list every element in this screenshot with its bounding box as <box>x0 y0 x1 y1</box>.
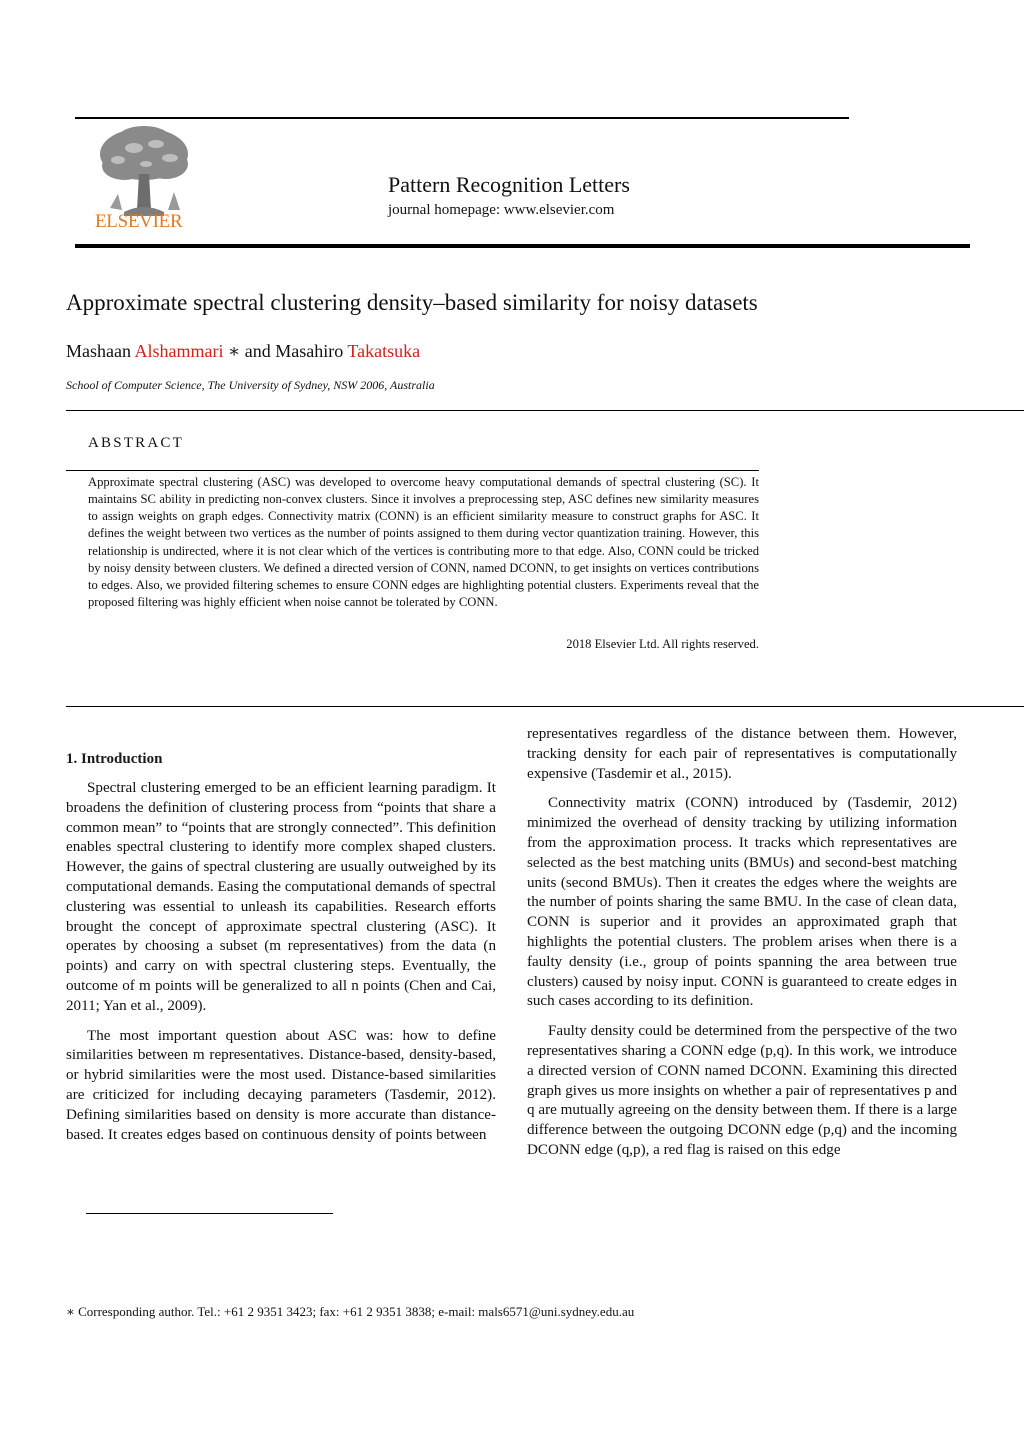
abstract-heading: ABSTRACT <box>88 435 184 451</box>
author-list <box>66 340 420 362</box>
affiliation-rule <box>66 410 1024 411</box>
paragraph: Spectral clustering emerged to be an efficient learning paradigm. It broadens the definition of clustering process from “points that share a common mean” to “points that are strongly connected”. This definition enables spectral clustering to identify more complex shaped clusters. However, the gains of spectral clustering are usually outweighed by its computational demands. Easing the computational demands of spectral clustering was essential to unleash its capabilities. Research efforts brought the concept of approximate spectral clustering (ASC). It operates by choosing a subset (m representatives) from the data (n points) and carry on with spectral clustering steps. Eventually, the outcome of m points will be generalized to all n points (Chen and Cai, 2011; Yan et al., 2009). <box>66 780 496 1014</box>
author1-last-link[interactable]: Alshammari <box>134 341 224 361</box>
abstract-rule <box>66 470 759 471</box>
paragraph: Connectivity matrix (CONN) introduced by (Tasdemir, 2012) minimized the overhead of density tracking by utilizing information from the approximation process. It tracks which representatives are selected as the best matching units (BMUs) and second-best matching units (second BMUs). Then it creates the edges where the weights are the number of points sharing the same BMU. In the case of clean data, CONN is superior and it provides an approximated graph that highlights the potential clusters. The problem arises when there is a faulty density (i.e., group of points spanning the area between true clusters) caused by noisy input. CONN is guaranteed to create edges in such cases according to its definition. <box>527 795 957 1010</box>
author1-first: Mashaan <box>66 341 131 361</box>
footnote-corresponding-author: ∗ Corresponding author. Tel.: +61 2 9351 3423; fax: +61 2 9351 3838; e-mail: mals6571@uni.sydney.edu.au <box>66 1304 635 1319</box>
left-column <box>66 779 496 1145</box>
header-bottom-rule <box>75 244 970 248</box>
author2-first: Masahiro <box>275 341 344 361</box>
affiliation: School of Computer Science, The University of Sydney, NSW 2006, Australia <box>66 378 435 392</box>
body-top-rule <box>66 706 1024 707</box>
journal-homepage[interactable]: journal homepage: www.elsevier.com <box>388 202 615 218</box>
paragraph: representatives regardless of the distance between them. However, tracking density for each pair of representatives is computationally expensive (Tasdemir et al., 2015). <box>527 726 957 782</box>
author-and: and <box>244 341 271 361</box>
paragraph: The most important question about ASC was: how to define similarities between m representatives. Distance-based, density-based, or hybrid similarities were the most used. Distance-based similarities are criticized for including decaying parameters (Tasdemir, 2012). Defining similarities based on density is more accurate than distance-based. It creates edges based on continuous density of points between <box>66 1027 496 1143</box>
header-top-rule <box>75 117 849 119</box>
elsevier-wordmark: ELSEVIER <box>95 211 183 232</box>
journal-title: Pattern Recognition Letters <box>388 172 630 197</box>
abstract-text: Approximate spectral clustering (ASC) was developed to overcome heavy computational demands of spectral clustering (SC). It maintains SC ability in predicting non-convex clusters. Since it involves a preprocessing step, ASC defines new similarity measures to assign weights on graph edges. Connectivity matrix (CONN) is an efficient similarity measure to construct graphs for ASC. It defines the weight between two vertices as the number of points assigned to them during vector quantization training. However, this relationship is undirected, where it is not clear which of the vertices is contributing more to that edge. Also, CONN could be tricked by noisy density between clusters. We defined a directed version of CONN, named DCONN, to get insights on vertices contributions to edges. Also, we provided filtering schemes to ensure CONN edges are highlighting potential clusters. Experiments reveal that the proposed filtering was highly efficient when noise cannot be tolerated by CONN. <box>88 475 759 610</box>
paragraph: Faulty density could be determined from the perspective of the two representatives sharing a CONN edge (p,q). In this work, we introduce a directed version of CONN named DCONN. Examining this directed graph gives us more insights on whether a pair of representatives p and q are mutually agreeing on the density between them. If there is a large difference between the outgoing DCONN edge (p,q) and the incoming DCONN edge (q,p), a red flag is raised on this edge <box>527 1023 957 1158</box>
footnote-rule <box>86 1213 333 1214</box>
right-column <box>527 725 957 1161</box>
paper-title: Approximate spectral clustering density–based similarity for noisy datasets <box>66 290 758 315</box>
corresponding-star[interactable]: ∗ <box>227 341 241 361</box>
section-heading-introduction: 1. Introduction <box>66 751 163 767</box>
author2-last-link[interactable]: Takatsuka <box>347 341 421 361</box>
copyright-notice: 2018 Elsevier Ltd. All rights reserved. <box>566 637 759 651</box>
